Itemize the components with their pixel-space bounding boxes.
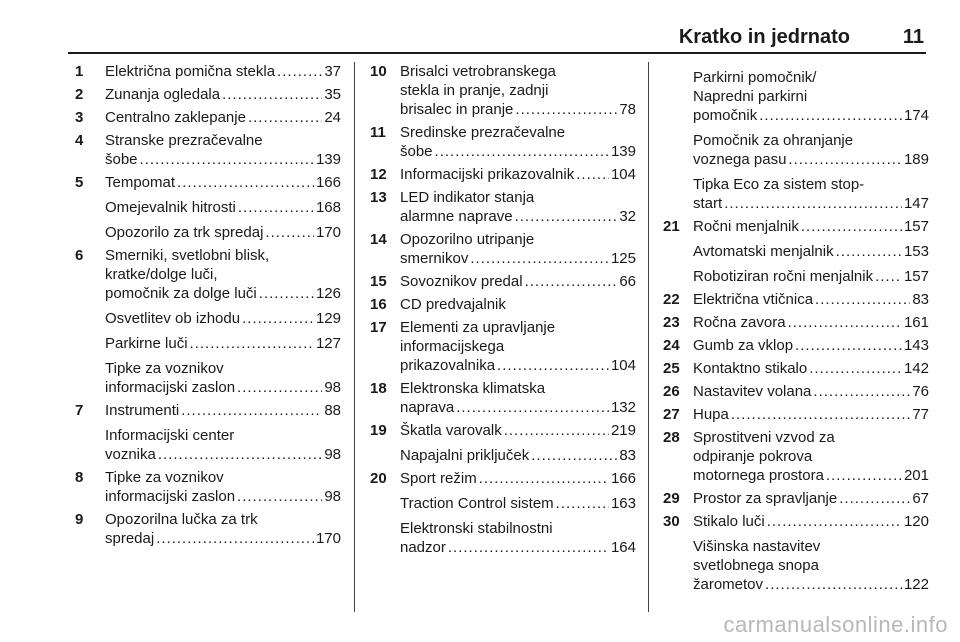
- index-entry[interactable]: [663, 290, 929, 309]
- index-subentry[interactable]: [663, 68, 929, 125]
- page-reference[interactable]: 88: [324, 402, 341, 419]
- item-number: 23: [663, 314, 680, 331]
- dot-leader: [525, 272, 618, 291]
- entry-leader-line: [693, 466, 929, 485]
- dot-leader: [813, 382, 910, 401]
- index-subentry[interactable]: [75, 426, 341, 464]
- entry-text: informacijskega: [400, 338, 505, 355]
- entry-text: Sport režim: [400, 470, 477, 487]
- dot-leader: [801, 217, 902, 236]
- dot-leader: [788, 313, 902, 332]
- entry-text: Elektronski stabilnostni: [400, 520, 553, 537]
- page-reference[interactable]: 157: [903, 218, 929, 235]
- index-entry[interactable]: [663, 313, 929, 332]
- index-entry[interactable]: [75, 246, 341, 303]
- entry-leader-line: [693, 405, 929, 424]
- entry-leader-line: [105, 223, 341, 242]
- entry-text: Osvetlitev ob izhodu: [105, 310, 241, 327]
- entry-leader-line: [105, 198, 341, 217]
- entry-leader-line: [693, 489, 929, 508]
- entry-leader-line: [105, 487, 341, 506]
- dot-leader: [839, 489, 910, 508]
- entry-text: Električna vtičnica: [693, 291, 814, 308]
- entry-text: pomočnik: [693, 107, 758, 124]
- index-entry[interactable]: [75, 85, 341, 104]
- dot-leader: [809, 359, 902, 378]
- dot-leader: [795, 336, 902, 355]
- index-entry[interactable]: [370, 272, 636, 291]
- entry-leader-line: [400, 469, 636, 488]
- entry-text: Višinska nastavitev: [693, 538, 821, 555]
- page-reference[interactable]: 161: [903, 314, 929, 331]
- entry-text: svetlobnega snopa: [693, 557, 819, 574]
- entry-text: Centralno zaklepanje: [105, 109, 246, 126]
- dot-leader: [531, 446, 617, 465]
- item-number: 11: [370, 124, 386, 141]
- item-number: 1: [75, 63, 84, 80]
- index-column-1: [75, 62, 341, 552]
- entry-text: Omejevalnik hitrosti: [105, 199, 236, 216]
- entry-leader-line: [693, 575, 929, 594]
- index-subentry[interactable]: [663, 242, 929, 261]
- entry-text: Sovoznikov predal: [400, 273, 523, 290]
- entry-leader-line: [400, 421, 636, 440]
- entry-text: žarometov: [693, 576, 764, 593]
- entry-text: Parkirni pomočnik/: [693, 69, 817, 86]
- entry-text: LED indikator stanja: [400, 189, 535, 206]
- index-entry[interactable]: [370, 421, 636, 440]
- item-number: 7: [75, 402, 84, 419]
- chapter-title: Kratko in jedrnato: [678, 26, 850, 48]
- page-reference[interactable]: 35: [324, 86, 341, 103]
- dot-leader: [140, 150, 314, 169]
- entry-leader-line: [400, 356, 636, 375]
- page-reference[interactable]: 76: [912, 383, 929, 400]
- item-number: 14: [370, 231, 387, 248]
- dot-leader: [815, 290, 910, 309]
- entry-leader-line: [693, 194, 929, 213]
- dot-leader: [759, 106, 902, 125]
- entry-text: Napajalni priključek: [400, 447, 530, 464]
- item-number: 28: [663, 429, 680, 446]
- entry-leader-line: [400, 165, 636, 184]
- index-subentry[interactable]: [370, 446, 636, 465]
- index-entry[interactable]: [370, 62, 636, 119]
- index-entry[interactable]: [663, 428, 929, 485]
- page-reference[interactable]: 143: [903, 337, 929, 354]
- page-reference[interactable]: 147: [903, 195, 929, 212]
- dot-leader: [515, 207, 618, 226]
- index-column-2: [370, 62, 636, 561]
- entry-text: CD predvajalnik: [400, 296, 506, 313]
- page-reference[interactable]: 83: [619, 447, 636, 464]
- entry-text: Tipke za voznikov: [105, 469, 224, 486]
- entry-text: Elementi za upravljanje: [400, 319, 556, 336]
- entry-leader-line: [400, 249, 636, 268]
- item-number: 15: [370, 273, 387, 290]
- item-number: 9: [75, 511, 84, 528]
- entry-text: voznika: [105, 446, 156, 463]
- page-reference[interactable]: 219: [610, 422, 636, 439]
- page-reference[interactable]: 104: [610, 357, 636, 374]
- item-number: 3: [75, 109, 84, 126]
- index-subentry[interactable]: [75, 198, 341, 217]
- entry-text: stekla in pranje, zadnji: [400, 82, 549, 99]
- page-reference[interactable]: 125: [610, 250, 636, 267]
- watermark: carmanualsonline.info: [723, 612, 948, 637]
- index-entry[interactable]: [370, 230, 636, 268]
- page-reference[interactable]: 32: [619, 208, 636, 225]
- entry-text: Parkirne luči: [105, 335, 188, 352]
- page-reference[interactable]: 174: [903, 107, 929, 124]
- dot-leader: [435, 142, 609, 161]
- entry-text: Ročna zavora: [693, 314, 786, 331]
- item-number: 18: [370, 380, 387, 397]
- entry-text: Škatla varovalk: [400, 422, 502, 439]
- entry-leader-line: [693, 290, 929, 309]
- entry-text: Informacijski prikazovalnik: [400, 166, 575, 183]
- index-entry[interactable]: [75, 173, 341, 192]
- item-number: 29: [663, 490, 680, 507]
- index-subentry[interactable]: [75, 309, 341, 328]
- page-reference[interactable]: 163: [610, 495, 636, 512]
- dot-leader: [479, 469, 609, 488]
- index-subentry[interactable]: [370, 519, 636, 557]
- item-number: 21: [663, 218, 680, 235]
- entry-text: voznega pasu: [693, 151, 787, 168]
- entry-leader-line: [105, 85, 341, 104]
- entry-text: Nastavitev volana: [693, 383, 812, 400]
- page-reference[interactable]: 66: [619, 273, 636, 290]
- entry-leader-line: [105, 378, 341, 397]
- page-reference[interactable]: 98: [324, 488, 341, 505]
- page-reference[interactable]: 164: [610, 539, 636, 556]
- entry-text: Instrumenti: [105, 402, 180, 419]
- entry-leader-line: [693, 150, 929, 169]
- index-entry[interactable]: [663, 512, 929, 531]
- entry-text: informacijski zaslon: [105, 379, 236, 396]
- dot-leader: [277, 62, 322, 81]
- item-number: 5: [75, 174, 84, 191]
- entry-text: Ročni menjalnik: [693, 218, 799, 235]
- entry-text: šobe: [105, 151, 138, 168]
- index-subentry[interactable]: [663, 175, 929, 213]
- entry-text: naprava: [400, 399, 455, 416]
- page-reference[interactable]: 168: [315, 199, 341, 216]
- entry-leader-line: [105, 529, 341, 548]
- index-subentry[interactable]: [663, 267, 929, 286]
- dot-leader: [556, 494, 609, 513]
- entry-leader-line: [693, 336, 929, 355]
- entry-leader-line: [400, 538, 636, 557]
- page-reference[interactable]: 132: [610, 399, 636, 416]
- dot-leader: [242, 309, 314, 328]
- page-reference[interactable]: 153: [903, 243, 929, 260]
- page-reference[interactable]: 122: [903, 576, 929, 593]
- index-entry[interactable]: [663, 359, 929, 378]
- index-entry[interactable]: [370, 188, 636, 226]
- entry-text: Elektronska klimatska: [400, 380, 546, 397]
- entry-text: Zunanja ogledala: [105, 86, 221, 103]
- dot-leader: [731, 405, 910, 424]
- page-reference[interactable]: 166: [315, 174, 341, 191]
- entry-leader-line: [400, 100, 636, 119]
- page-reference[interactable]: 157: [903, 268, 929, 285]
- entry-text: Avtomatski menjalnik: [693, 243, 834, 260]
- entry-leader-line: [693, 242, 929, 261]
- entry-text: nadzor: [400, 539, 446, 556]
- entry-text: start: [693, 195, 723, 212]
- index-entry[interactable]: [75, 62, 341, 81]
- item-number: 30: [663, 513, 680, 530]
- entry-text: Sprostitveni vzvod za: [693, 429, 835, 446]
- index-subentry[interactable]: [75, 334, 341, 353]
- page-reference[interactable]: 189: [903, 151, 929, 168]
- index-subentry[interactable]: [663, 131, 929, 169]
- entry-leader-line: [400, 446, 636, 465]
- entry-leader-line: [105, 108, 341, 127]
- dot-leader: [826, 466, 902, 485]
- item-number: 12: [370, 166, 387, 183]
- entry-leader-line: [105, 334, 341, 353]
- dot-leader: [190, 334, 314, 353]
- entry-text: Tempomat: [105, 174, 176, 191]
- page-reference[interactable]: 166: [610, 470, 636, 487]
- entry-text: Traction Control sistem: [400, 495, 554, 512]
- index-entry[interactable]: [75, 510, 341, 548]
- page-reference[interactable]: 37: [324, 63, 341, 80]
- dot-leader: [237, 378, 322, 397]
- item-number: 8: [75, 469, 84, 486]
- item-number: 2: [75, 86, 84, 103]
- item-number: 17: [370, 319, 387, 336]
- index-entry[interactable]: [370, 123, 636, 161]
- entry-leader-line: [400, 142, 636, 161]
- dot-leader: [788, 150, 902, 169]
- dot-leader: [456, 398, 609, 417]
- item-number: 20: [370, 470, 387, 487]
- entry-text: Opozorilna lučka za trk: [105, 511, 258, 528]
- index-entry[interactable]: [370, 379, 636, 417]
- entry-text: Tipke za voznikov: [105, 360, 224, 377]
- entry-text: Robotiziran ročni menjalnik: [693, 268, 874, 285]
- entry-text: Pomočnik za ohranjanje: [693, 132, 854, 149]
- dot-leader: [515, 100, 617, 119]
- index-entry[interactable]: [663, 336, 929, 355]
- page-reference[interactable]: 142: [903, 360, 929, 377]
- index-entry[interactable]: [663, 489, 929, 508]
- dot-leader: [875, 267, 902, 286]
- entry-text: Kontaktno stikalo: [693, 360, 808, 377]
- item-number: 13: [370, 189, 387, 206]
- entry-text: spredaj: [105, 530, 155, 547]
- page-reference[interactable]: 83: [912, 291, 929, 308]
- page-number: 11: [902, 26, 924, 48]
- dot-leader: [504, 421, 609, 440]
- dot-leader: [836, 242, 902, 261]
- item-number: 25: [663, 360, 680, 377]
- index-entry[interactable]: [663, 405, 929, 424]
- dot-leader: [238, 198, 314, 217]
- entry-leader-line: [400, 272, 636, 291]
- entry-text: šobe: [400, 143, 433, 160]
- column-divider: [648, 62, 649, 612]
- entry-text: alarmne naprave: [400, 208, 513, 225]
- page-reference[interactable]: 104: [610, 166, 636, 183]
- entry-leader-line: [693, 512, 929, 531]
- entry-text: Električna pomična stekla: [105, 63, 276, 80]
- dot-leader: [237, 487, 322, 506]
- item-number: 24: [663, 337, 680, 354]
- entry-leader-line: [105, 173, 341, 192]
- dot-leader: [724, 194, 902, 213]
- dot-leader: [767, 512, 902, 531]
- entry-text: Opozorilno utripanje: [400, 231, 535, 248]
- page-reference[interactable]: 98: [324, 379, 341, 396]
- item-number: 10: [370, 63, 387, 80]
- index-entry[interactable]: [75, 401, 341, 420]
- page-reference[interactable]: 24: [324, 109, 341, 126]
- entry-text: Informacijski center: [105, 427, 235, 444]
- entry-leader-line: [105, 284, 341, 303]
- column-divider: [354, 62, 355, 612]
- entry-leader-line: [105, 445, 341, 464]
- page-reference[interactable]: 129: [315, 310, 341, 327]
- entry-text: odpiranje pokrova: [693, 448, 813, 465]
- index-entry[interactable]: [370, 295, 636, 314]
- index-subentry[interactable]: [75, 223, 341, 242]
- item-number: 16: [370, 296, 387, 313]
- entry-text: prikazovalnika: [400, 357, 496, 374]
- dot-leader: [448, 538, 609, 557]
- page-reference[interactable]: 170: [315, 530, 341, 547]
- index-subentry[interactable]: [663, 537, 929, 594]
- entry-leader-line: [400, 494, 636, 513]
- index-subentry[interactable]: [370, 494, 636, 513]
- page-reference[interactable]: 127: [315, 335, 341, 352]
- entry-text: informacijski zaslon: [105, 488, 236, 505]
- page-reference[interactable]: 78: [619, 101, 636, 118]
- entry-text: brisalec in pranje: [400, 101, 514, 118]
- entry-text: Gumb za vklop: [693, 337, 794, 354]
- index-entry[interactable]: [75, 468, 341, 506]
- page-header: [68, 20, 926, 54]
- dot-leader: [158, 445, 322, 464]
- item-number: 19: [370, 422, 387, 439]
- dot-leader: [265, 223, 314, 242]
- entry-text: Napredni parkirni: [693, 88, 808, 105]
- page-reference[interactable]: 170: [315, 224, 341, 241]
- page-reference[interactable]: 120: [903, 513, 929, 530]
- entry-text: Stikalo luči: [693, 513, 765, 530]
- entry-text: Sredinske prezračevalne: [400, 124, 566, 141]
- entry-text: pomočnik za dolge luči: [105, 285, 257, 302]
- index-entry[interactable]: [663, 382, 929, 401]
- page-reference[interactable]: 139: [315, 151, 341, 168]
- entry-leader-line: [693, 382, 929, 401]
- index-entry[interactable]: [370, 318, 636, 375]
- entry-leader-line: [693, 267, 929, 286]
- item-number: 26: [663, 383, 680, 400]
- entry-text: Brisalci vetrobranskega: [400, 63, 556, 80]
- index-entry[interactable]: [370, 165, 636, 184]
- entry-leader-line: [693, 359, 929, 378]
- entry-text: Prostor za spravljanje: [693, 490, 838, 507]
- dot-leader: [222, 85, 322, 104]
- dot-leader: [248, 108, 322, 127]
- dot-leader: [576, 165, 609, 184]
- entry-text: Stranske prezračevalne: [105, 132, 263, 149]
- index-entry[interactable]: [75, 108, 341, 127]
- dot-leader: [181, 401, 322, 420]
- index-column-3: [663, 62, 929, 598]
- entry-leader-line: [105, 309, 341, 328]
- page-reference[interactable]: 126: [315, 285, 341, 302]
- index-entry[interactable]: [663, 217, 929, 236]
- item-number: 22: [663, 291, 680, 308]
- index-entry[interactable]: [75, 131, 341, 169]
- entry-text: kratke/dolge luči,: [105, 266, 218, 283]
- page-reference[interactable]: 139: [610, 143, 636, 160]
- item-number: 4: [75, 132, 84, 149]
- item-number: 27: [663, 406, 680, 423]
- dot-leader: [156, 529, 314, 548]
- dot-leader: [497, 356, 609, 375]
- entry-leader-line: [693, 313, 929, 332]
- entry-leader-line: [693, 217, 929, 236]
- entry-leader-line: [105, 150, 341, 169]
- entry-leader-line: [400, 398, 636, 417]
- entry-text: Tipka Eco za sistem stop-: [693, 176, 865, 193]
- entry-text: Smerniki, svetlobni blisk,: [105, 247, 270, 264]
- dot-leader: [765, 575, 902, 594]
- page-reference[interactable]: 67: [912, 490, 929, 507]
- page-reference[interactable]: 98: [324, 446, 341, 463]
- entry-leader-line: [400, 207, 636, 226]
- entry-text: Opozorilo za trk spredaj: [105, 224, 264, 241]
- dot-leader: [259, 284, 314, 303]
- page-reference[interactable]: 77: [912, 406, 929, 423]
- page-reference[interactable]: 201: [903, 467, 929, 484]
- entry-leader-line: [105, 62, 341, 81]
- entry-text: motornega prostora: [693, 467, 824, 484]
- entry-text: Hupa: [693, 406, 729, 423]
- dot-leader: [177, 173, 314, 192]
- dot-leader: [470, 249, 609, 268]
- index-entry[interactable]: [370, 469, 636, 488]
- item-number: 6: [75, 247, 84, 264]
- entry-text: smernikov: [400, 250, 469, 267]
- index-subentry[interactable]: [75, 359, 341, 397]
- entry-leader-line: [693, 106, 929, 125]
- entry-leader-line: [105, 401, 341, 420]
